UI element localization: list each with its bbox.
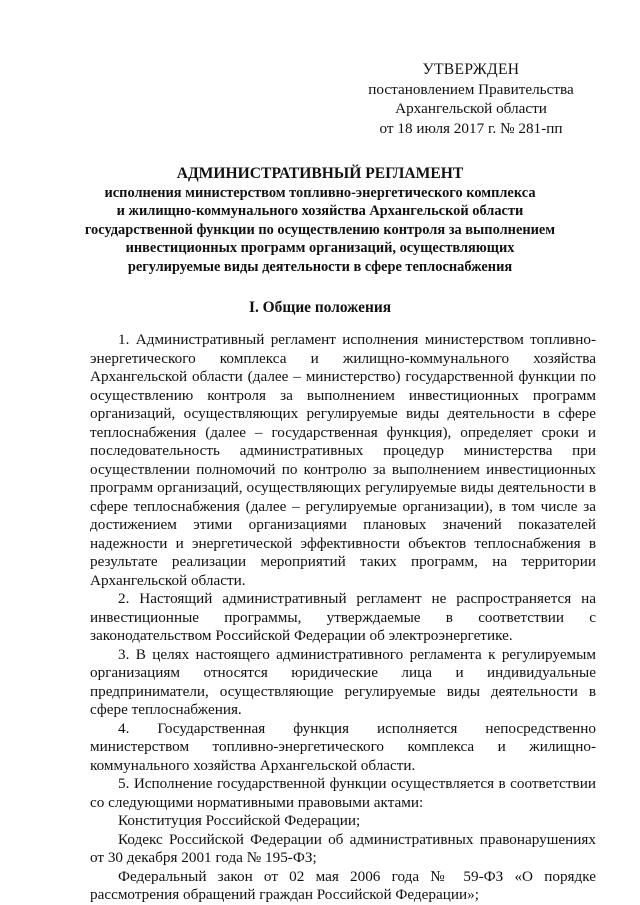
approval-line: Архангельской области bbox=[395, 100, 547, 118]
title-line: и жилищно-коммунального хозяйства Архангельской области bbox=[116, 203, 524, 220]
approval-line: от 18 июля 2017 г. № 281-пп bbox=[379, 119, 563, 137]
approval-stamp bbox=[356, 60, 586, 138]
paragraph: 1. Административный регламент исполнения министерством топливно-энергетического комплекса и жилищно-коммунального хозяйства Архангельской области (далее – министерство) государственной функции по осуществлению контроля за выполнением инвестиционных программ организаций, осуществляющих регулируемые виды деятельности в сфере теплоснабжения (далее – государственная функция), определяет сроки и последовательность административных процедур министерства при осуществлении полномочий по контролю за выполнением инвестиционных программ организаций, осуществляющих регулируемые виды деятельности в сфере теплоснабжения (далее – регулируемые организации), в том числе за достижением этими организациями плановых значений показателей надежности и энергетической эффективности объектов теплоснабжения в результате реализации мероприятий таких программ, на территории Архангельской области. bbox=[90, 331, 596, 589]
title-main: АДМИНИСТРАТИВНЫЙ РЕГЛАМЕНТ bbox=[176, 165, 464, 182]
paragraph: Кодекс Российской Федерации об административных правонарушениях от 30 декабря 2001 года № 195-ФЗ; bbox=[90, 830, 596, 866]
title-line: регулируемые виды деятельности в сфере теплоснабжения bbox=[127, 258, 513, 275]
document-body bbox=[90, 331, 596, 905]
section-heading: I. Общие положения bbox=[248, 299, 392, 316]
approval-line: постановлением Правительства bbox=[368, 80, 574, 98]
paragraph: 3. В целях настоящего административного регламента к регулируемым организациям относятся юридические лица и индивидуальные предприниматели, осуществляющие регулируемые виды деятельности в сфере теплоснабжения. bbox=[90, 645, 596, 718]
document-title bbox=[40, 165, 600, 277]
paragraph: 5. Исполнение государственной функции осуществляется в соответствии со следующими нормативными правовыми актами: bbox=[90, 775, 596, 811]
paragraph: Федеральный закон от 02 мая 2006 года № 59-ФЗ «О порядке рассмотрения обращений граждан Российской Федерации»; bbox=[90, 867, 596, 903]
paragraph: 4. Государственная функция исполняется непосредственно министерством топливно-энергетического комплекса и жилищно-коммунального хозяйства Архангельской области. bbox=[90, 719, 596, 774]
paragraph: Конституция Российской Федерации; bbox=[118, 812, 361, 829]
approval-heading: УТВЕРЖДЕН bbox=[422, 61, 520, 78]
title-line: инвестиционных программ организаций, осуществляющих bbox=[125, 240, 515, 257]
title-line: исполнения министерством топливно-энергетического комплекса bbox=[104, 184, 536, 201]
paragraph: 2. Настоящий административный регламент не распространяется на инвестиционные программы, утверждаемые в соответствии с законодательством Российской Федерации об электроэнергетике. bbox=[90, 590, 596, 644]
title-line: государственной функции по осуществлению контроля за выполнением bbox=[84, 221, 556, 238]
